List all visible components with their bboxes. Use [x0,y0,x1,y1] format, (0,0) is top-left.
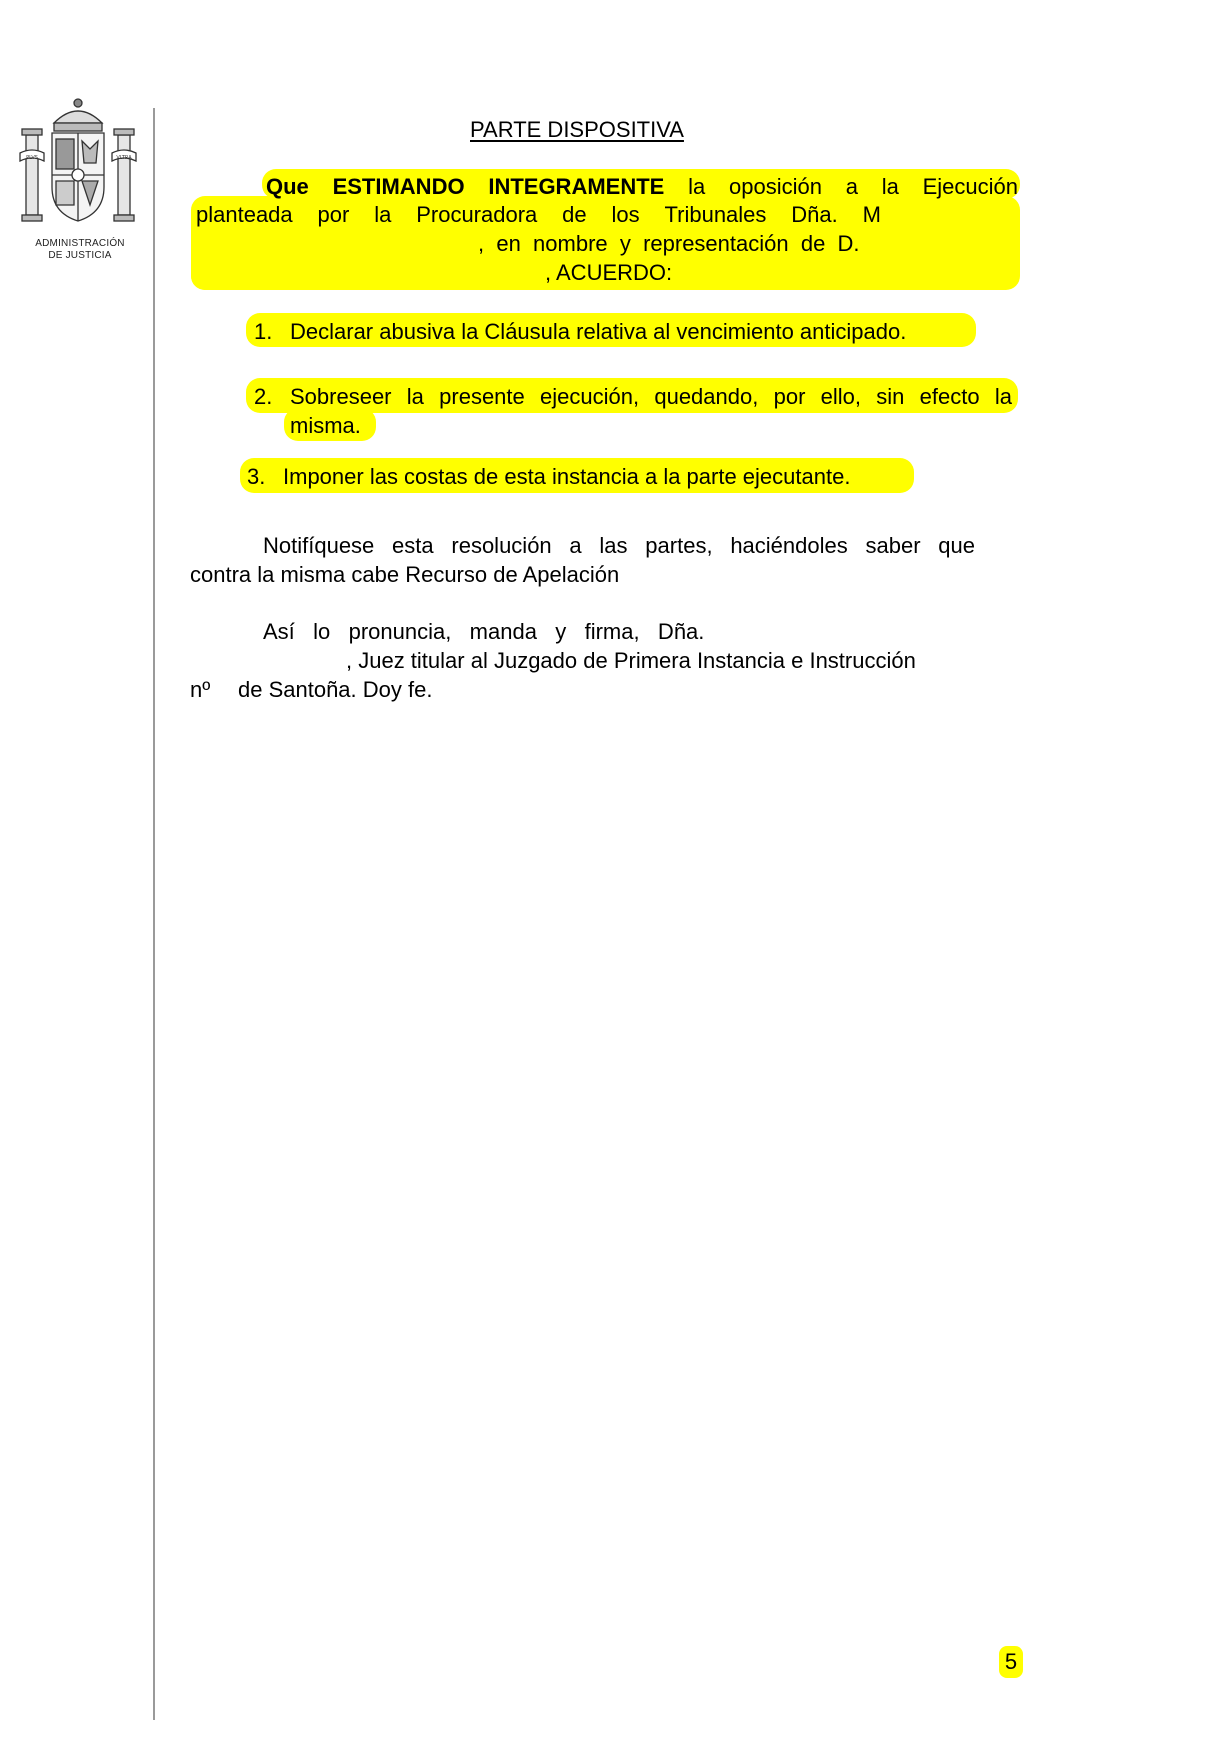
intro-word: planteada [196,202,293,227]
list-item-number: 3. [247,464,266,489]
list-item-text-continued: misma. [290,413,361,438]
closing-line-2: , Juez titular al Juzgado de Primera Instancia e Instrucción [346,648,916,673]
emblem-caption [10,238,150,262]
intro-line-3: , en nombre y representación de D. [478,231,860,256]
intro-word: la [688,174,706,199]
motto-right: VLTRA [116,155,132,161]
intro-word: a [845,174,858,199]
intro-word: Que [266,174,309,199]
intro-word: oposición [728,174,822,199]
intro-word: ESTIMANDO [332,174,465,199]
closing-line-1: Así lo pronuncia, manda y firma, Dña. [263,619,705,644]
intro-line-4: , ACUERDO: [545,260,673,285]
intro-word: la [374,202,392,227]
list-item-text: Sobreseer la presente ejecución, quedando, por ello, sin efecto la [290,384,1012,409]
intro-word: los [611,202,640,227]
list-item-number: 2. [254,384,273,409]
closing-line-3b: de Santoña. Doy fe. [238,677,433,702]
intro-word: por [317,202,350,227]
intro-word: INTEGRAMENTE [488,174,665,199]
intro-word: Procuradora [416,202,538,227]
margin-rule [153,108,155,1720]
list-item-text: Declarar abusiva la Cláusula relativa al vencimiento anticipado. [290,319,907,344]
intro-word: de [562,202,587,227]
intro-word: M [862,202,881,227]
intro-word: la [881,174,899,199]
section-title: PARTE DISPOSITIVA [470,117,684,142]
caption-line-2: DE JUSTICIA [48,250,112,261]
intro-word: Tribunales [664,202,767,227]
intro-word: Ejecución [922,174,1018,199]
notify-line-1: Notifíquese esta resolución a las partes, haciéndoles saber que [263,533,975,558]
list-item-number: 1. [254,319,273,344]
closing-line-3a: nº [190,677,211,702]
notify-line-2: contra la misma cabe Recurso de Apelación [190,562,620,587]
intro-line-2 [196,201,881,229]
intro-word: Dña. [791,202,838,227]
list-item-text: Imponer las costas de esta instancia a la parte ejecutante. [283,464,851,489]
page-number: 5 [999,1646,1023,1678]
intro-line-1 [266,173,1018,201]
coat-of-arms-icon [18,95,138,235]
motto-left: PLVS [26,155,38,161]
caption-line-1: ADMINISTRACIÓN [35,238,125,249]
coat-of-arms-emblem [18,95,138,235]
